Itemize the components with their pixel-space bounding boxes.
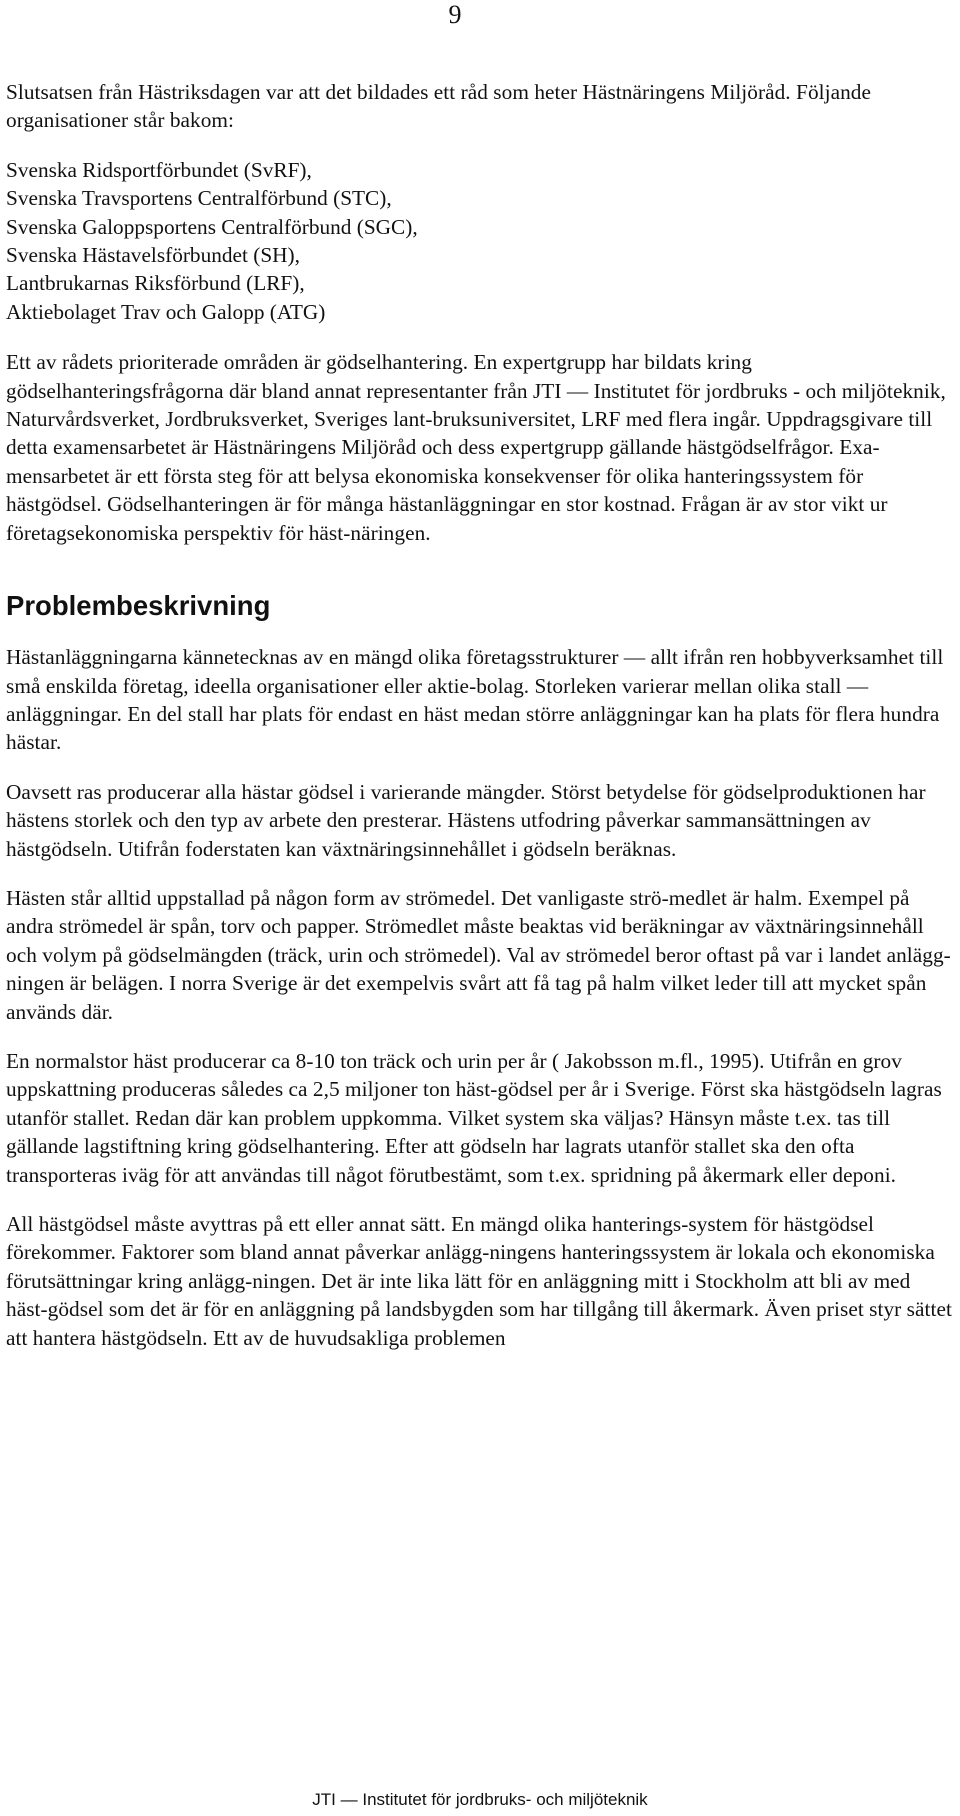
section-heading: Problembeskrivning [6,590,271,622]
body-paragraph: Hästanläggningarna kännetecknas av en mängd olika företagsstrukturer — allt ifrån ren hobbyverksamhet till små enskilda företag, ideella organisationer eller aktie-bolag. Storleken varierar mellan olika stall — anläggningar. En del stall har plats för endast en häst medan större anläggningar kan ha plats för flera hundra hästar. [6,645,944,755]
body-paragraph: Oavsett ras producerar alla hästar gödsel i varierande mängder. Störst betydelse för gödselproduktionen har hästens storlek och den typ av arbete den presterar. Hästens utfodring påverkar sammansättningen av hästgödseln. Utifrån foderstaten kan växtnäringsinnehållet i gödseln beräknas. [6,779,926,861]
list-item: Aktiebolaget Trav och Galopp (ATG) [6,299,326,324]
page-number: 9 [448,0,462,29]
list-item: Svenska Ridsportförbundet (SvRF), [6,157,312,182]
list-item: Svenska Galoppsportens Centralförbund (SGC), [6,214,418,239]
body-paragraph: En normalstor häst producerar ca 8-10 ton träck och urin per år ( Jakobsson m.fl., 1995). Utifrån en grov uppskattning produceras således ca 2,5 miljoner ton häst-gödsel per år i Sverige. Först ska hästgödseln lagras utanför stallet. Redan där kan problem uppkomma. Vilket system ska väljas? Hänsyn måste t.ex. tas till gällande lagstiftning kring gödselhantering. Efter att gödseln har lagrats utanför stallet ska den ofta transporteras iväg för att användas till något förutbestämt, som t.ex. spridning på åkermark eller deponi. [6,1048,942,1187]
body-paragraph: All hästgödsel måste avyttras på ett eller annat sätt. En mängd olika hanterings-system för hästgödsel förekommer. Faktorer som bland annat påverkar anlägg-ningens hanteringssystem är lokala och ekonomiska förutsättningar kring anlägg-ningen. Det är inte lika lätt för en anläggning mitt i Stockholm att bli av med häst-gödsel som det är för en anläggning på landsbygden som har tillgång till åkermark. Även priset styr sättet att hantera hästgödseln. Ett av de huvudsakliga problemen [6,1212,952,1350]
body-paragraph: Hästen står alltid uppstallad på någon form av strömedel. Det vanligaste strö-medlet är halm. Exempel på andra strömedel är spån, torv och papper. Strömedlet måste beaktas vid beräkningar av växtnäringsinnehåll och volym på gödselmängden (träck, urin och strömedel). Val av strömedel beror oftast på var i landet anlägg-ningen är belägen. I norra Sverige är det exempelvis svårt att få tag på halm vilket leder till att mycket spån används där. [6,885,951,1024]
list-item: Svenska Hästavelsförbundet (SH), [6,243,300,268]
list-item: Svenska Travsportens Centralförbund (STC), [6,186,392,211]
expert-group-paragraph: Ett av rådets prioriterade områden är gödselhantering. En expertgrupp har bildats kring gödselhanteringsfrågorna där bland annat representanter från JTI — Institutet för jordbruks - och miljöteknik, Naturvårdsverket, Jordbruksverket, Sveriges lant-bruksuniversitet, LRF med flera ingår. Uppdragsgivare till detta examensarbetet är Hästnäringens Miljöråd och dess expertgrupp gällande hästgödselfrågor. Exa-mensarbetet är ett första steg för att belysa ekonomiska konsekvenser för olika hanteringssystem för hästgödsel. Gödselhanteringen är för många hästanläggningar en stor kostnad. Frågan är av stor vikt ur företagsekonomiska perspektiv för häst-näringen. [6,350,946,545]
page-body [6,78,954,1373]
intro-paragraph: Slutsatsen från Hästriksdagen var att det bildades ett råd som heter Hästnäringens Miljöråd. Följande organisationer står bakom: [6,80,871,133]
organisation-list [6,156,954,326]
list-item: Lantbrukarnas Riksförbund (LRF), [6,271,305,296]
page-footer: JTI — Institutet för jordbruks- och miljöteknik [312,1790,648,1809]
